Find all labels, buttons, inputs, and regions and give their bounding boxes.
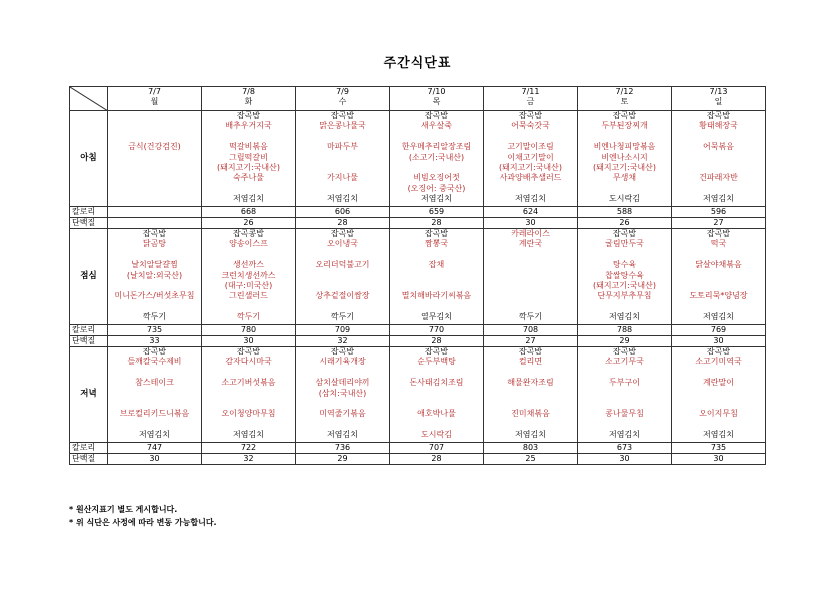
- menu-item: 금식(건강검진): [128, 142, 181, 152]
- menu-item: 오리더덕불고기: [315, 260, 370, 270]
- calorie-value: 673: [578, 443, 672, 454]
- menu-item: 저염김치: [327, 194, 358, 204]
- menu-item: (오징어: 중국산): [407, 183, 466, 193]
- menu-item: 가지나물: [327, 173, 358, 183]
- menu-item: [390, 368, 483, 378]
- menu-item: 소고기미역국: [695, 357, 742, 367]
- menu-item: [672, 368, 765, 378]
- menu-item: 새우살죽: [421, 121, 452, 131]
- calorie-value: 769: [672, 325, 766, 336]
- day-date: 7/7: [148, 87, 161, 96]
- menu-item: [202, 399, 295, 409]
- menu-item: [390, 271, 483, 281]
- calorie-label: 칼로리: [70, 207, 108, 218]
- menu-item: [202, 184, 295, 194]
- day-date: 7/8: [242, 87, 255, 96]
- menu-item: (삼치:국내산): [318, 388, 367, 398]
- menu-item: 저염김치: [421, 194, 452, 204]
- menu-item: 감자다시마국: [225, 357, 272, 367]
- menu-item: [296, 368, 389, 378]
- menu-item: 잡곡밥: [330, 347, 355, 356]
- menu-item: [296, 250, 389, 260]
- menu-item: 저염김치: [703, 194, 734, 204]
- day-header: [202, 87, 296, 111]
- menu-item: 크런치생선까스: [221, 270, 276, 280]
- menu-item: [578, 250, 671, 260]
- menu-item: 상추겉절이쌈장: [315, 291, 370, 301]
- protein-value: 28: [390, 218, 484, 229]
- menu-item: 삼치살데리야끼: [315, 378, 370, 388]
- menu-item: 진미채볶음: [511, 409, 550, 419]
- menu-item: [672, 302, 765, 312]
- protein-value: 25: [484, 454, 578, 465]
- menu-item: 애호박나물: [417, 409, 456, 419]
- menu-item: [108, 111, 201, 121]
- menu-item: [296, 132, 389, 142]
- menu-item: [108, 281, 201, 291]
- menu-item: 사과양배추샐러드: [499, 173, 562, 183]
- menu-item: 잡곡콩밥: [233, 229, 264, 238]
- menu-item: [390, 281, 483, 291]
- meal-label: 점심: [70, 229, 108, 325]
- menu-item: [672, 153, 765, 163]
- menu-item: [296, 281, 389, 291]
- menu-item: 오이지무침: [699, 409, 738, 419]
- day-name: 화: [244, 97, 253, 106]
- menu-item: [390, 420, 483, 430]
- menu-item: [484, 389, 577, 399]
- menu-item: 짬뽕국: [424, 239, 449, 249]
- menu-item: 미역줄기볶음: [319, 409, 366, 419]
- protein-value: 27: [672, 218, 766, 229]
- protein-value: 29: [578, 336, 672, 347]
- menu-item: [108, 163, 201, 173]
- menu-item: [578, 420, 671, 430]
- day-date: 7/10: [427, 87, 446, 96]
- menu-item: [108, 153, 201, 163]
- protein-row: [70, 454, 766, 465]
- day-header: [672, 87, 766, 111]
- day-name: 목: [432, 97, 441, 106]
- menu-item: [484, 271, 577, 281]
- menu-cell: [484, 111, 578, 207]
- menu-item: [108, 121, 201, 131]
- menu-item: [202, 420, 295, 430]
- day-name: 금: [526, 97, 535, 106]
- menu-item: [108, 184, 201, 194]
- calorie-value: 803: [484, 443, 578, 454]
- menu-cell: [296, 347, 390, 443]
- day-name: 수: [338, 97, 347, 106]
- menu-item: 저염김치: [609, 430, 640, 440]
- menu-item: 어묵볶음: [703, 142, 734, 152]
- day-date: 7/12: [615, 87, 634, 96]
- menu-item: 찹쌀탕수육: [605, 270, 644, 280]
- menu-item: [108, 250, 201, 260]
- protein-label: 단백질: [70, 336, 108, 347]
- menu-item: 잡곡밥: [706, 111, 731, 120]
- menu-item: (날치알:외국산): [126, 270, 183, 280]
- menu-item: 카레라이스: [511, 229, 550, 238]
- menu-item: [108, 389, 201, 399]
- menu-item: [484, 260, 577, 270]
- menu-cell: [672, 229, 766, 325]
- menu-cell: [108, 111, 202, 207]
- menu-item: 그린샐러드: [229, 291, 268, 301]
- day-header: [108, 87, 202, 111]
- calorie-value: 708: [484, 325, 578, 336]
- menu-item: 콩나물무침: [605, 409, 644, 419]
- calorie-value: 596: [672, 207, 766, 218]
- menu-item: 멸치해바라기씨볶음: [401, 291, 472, 301]
- menu-item: [484, 250, 577, 260]
- menu-item: 깍두기: [142, 312, 167, 322]
- menu-item: 양송이스프: [229, 239, 268, 249]
- menu-table: [69, 86, 766, 465]
- menu-item: (돼지고기:국내산): [498, 162, 563, 172]
- protein-row: [70, 218, 766, 229]
- menu-item: [578, 389, 671, 399]
- menu-item: 그릴떡갈비: [229, 152, 268, 162]
- menu-item: 소고기무국: [605, 357, 644, 367]
- day-date: 7/13: [709, 87, 728, 96]
- calorie-value: 788: [578, 325, 672, 336]
- protein-value: 30: [202, 336, 296, 347]
- menu-cell: [578, 229, 672, 325]
- menu-cell: [202, 111, 296, 207]
- menu-item: (돼지고기:국내산): [592, 162, 657, 172]
- menu-item: 저염김치: [703, 430, 734, 440]
- menu-item: [202, 132, 295, 142]
- menu-item: 떡국: [710, 239, 727, 249]
- menu-item: 잡곡밥: [518, 347, 543, 356]
- menu-item: 잡곡밥: [424, 347, 449, 356]
- menu-item: [672, 271, 765, 281]
- menu-item: [390, 250, 483, 260]
- protein-value: 28: [390, 454, 484, 465]
- protein-value: 28: [296, 218, 390, 229]
- protein-value: 33: [108, 336, 202, 347]
- menu-item: [672, 132, 765, 142]
- menu-item: 잡곡밥: [424, 229, 449, 238]
- calorie-value: 735: [108, 325, 202, 336]
- menu-item: 비엔나청피망볶음: [593, 142, 656, 152]
- meal-label: 저녁: [70, 347, 108, 443]
- menu-item: [202, 368, 295, 378]
- menu-item: [108, 132, 201, 142]
- menu-cell: [578, 347, 672, 443]
- menu-item: 숙주나물: [233, 173, 264, 183]
- menu-item: 비빔오징어젓: [413, 173, 460, 183]
- menu-item: 어묵숙갓국: [511, 121, 550, 131]
- protein-label: 단백질: [70, 454, 108, 465]
- day-header: [484, 87, 578, 111]
- menu-item: 잡곡밥: [142, 347, 167, 356]
- menu-item: (돼지고기:국내산): [592, 280, 657, 290]
- calorie-label: 칼로리: [70, 325, 108, 336]
- menu-item: [108, 173, 201, 183]
- menu-cell: [390, 229, 484, 325]
- page-title: 주간식단표: [383, 56, 452, 71]
- calorie-value: 588: [578, 207, 672, 218]
- menu-item: [202, 250, 295, 260]
- menu-item: [108, 368, 201, 378]
- menu-item: [484, 368, 577, 378]
- menu-item: 저염김치: [609, 312, 640, 322]
- menu-item: 오이청양마무침: [221, 409, 276, 419]
- menu-item: 저염김치: [515, 430, 546, 440]
- menu-cell: [390, 111, 484, 207]
- calorie-value: 709: [296, 325, 390, 336]
- protein-value: 30: [578, 454, 672, 465]
- menu-item: 잡곡밥: [236, 347, 261, 356]
- menu-item: 오이냉국: [327, 239, 358, 249]
- protein-value: 29: [296, 454, 390, 465]
- protein-value: 30: [672, 336, 766, 347]
- day-date: 7/9: [336, 87, 349, 96]
- meal-row: [70, 111, 766, 207]
- menu-item: [108, 194, 201, 204]
- menu-item: 잡채: [428, 260, 445, 270]
- menu-item: 잡곡밥: [236, 111, 261, 120]
- menu-item: 잡곡밥: [612, 111, 637, 120]
- day-name: 월: [150, 97, 159, 106]
- footnotes: [69, 503, 217, 529]
- calorie-row: [70, 325, 766, 336]
- menu-item: 무생채: [612, 173, 637, 183]
- day-name: 일: [714, 97, 723, 106]
- menu-item: [578, 368, 671, 378]
- menu-item: 날치알달걀찜: [131, 260, 178, 270]
- menu-item: [484, 399, 577, 409]
- menu-item: 잡곡밥: [518, 111, 543, 120]
- menu-item: 소고기버섯볶음: [221, 378, 276, 388]
- menu-item: 잡곡밥: [612, 229, 637, 238]
- menu-item: 저염김치: [327, 430, 358, 440]
- menu-item: [484, 291, 577, 301]
- menu-item: 도시락김: [609, 194, 640, 204]
- menu-item: 브로컬리키드니볶음: [119, 409, 190, 419]
- menu-item: 저염김치: [139, 430, 170, 440]
- calorie-value: 668: [202, 207, 296, 218]
- calorie-value: [108, 207, 202, 218]
- menu-item: [672, 389, 765, 399]
- menu-item: 저염김치: [703, 312, 734, 322]
- menu-item: [672, 420, 765, 430]
- menu-item: [672, 281, 765, 291]
- menu-item: [296, 153, 389, 163]
- protein-label: 단백질: [70, 218, 108, 229]
- menu-item: 고기말이조림: [507, 142, 554, 152]
- day-date: 7/11: [521, 87, 540, 96]
- menu-item: [296, 302, 389, 312]
- menu-item: (소고기:국내산): [408, 152, 465, 162]
- menu-item: 저염김치: [233, 430, 264, 440]
- menu-item: 떡갈비볶음: [229, 142, 268, 152]
- menu-cell: [296, 229, 390, 325]
- calorie-value: 624: [484, 207, 578, 218]
- menu-item: [672, 184, 765, 194]
- menu-cell: [484, 229, 578, 325]
- protein-value: 30: [108, 454, 202, 465]
- protein-value: 27: [484, 336, 578, 347]
- menu-item: [390, 163, 483, 173]
- menu-item: 깍두기: [330, 312, 355, 322]
- menu-item: [296, 163, 389, 173]
- footnote-origin: * 원산지표기 별도 게시합니다.: [69, 505, 178, 514]
- menu-item: [578, 132, 671, 142]
- menu-cell: [108, 229, 202, 325]
- menu-item: (돼지고기:국내산): [216, 162, 281, 172]
- menu-item: 잡곡밥: [706, 229, 731, 238]
- menu-item: 참스테이크: [135, 378, 174, 388]
- menu-item: [202, 302, 295, 312]
- menu-item: 잡곡밥: [330, 111, 355, 120]
- menu-item: 탕수육: [612, 260, 637, 270]
- menu-item: 시래기육개장: [319, 357, 366, 367]
- menu-item: 건파래자반: [699, 173, 738, 183]
- menu-cell: [672, 347, 766, 443]
- menu-item: 도토리묵*양념장: [689, 291, 748, 301]
- menu-item: 열무김치: [421, 312, 452, 322]
- menu-item: (대구:미국산): [224, 280, 273, 290]
- menu-item: 잡곡밥: [424, 111, 449, 120]
- menu-item: [296, 420, 389, 430]
- calorie-row: [70, 443, 766, 454]
- footnote-change: * 위 식단은 사정에 따라 변동 가능합니다.: [69, 518, 217, 527]
- menu-item: 배추우거지국: [225, 121, 272, 131]
- diagonal-divider: [70, 87, 108, 111]
- calorie-row: [70, 207, 766, 218]
- calorie-value: 736: [296, 443, 390, 454]
- menu-item: 계란국: [518, 239, 543, 249]
- menu-item: [484, 281, 577, 291]
- protein-value: 28: [390, 336, 484, 347]
- menu-item: [672, 399, 765, 409]
- menu-item: [390, 389, 483, 399]
- menu-item: 비엔나소시지: [601, 152, 648, 162]
- menu-cell: [390, 347, 484, 443]
- day-header: [390, 87, 484, 111]
- calorie-value: 780: [202, 325, 296, 336]
- menu-item: [484, 420, 577, 430]
- menu-item: 저염김치: [233, 194, 264, 204]
- menu-item: [578, 399, 671, 409]
- day-header: [578, 87, 672, 111]
- menu-item: [578, 184, 671, 194]
- menu-item: [108, 420, 201, 430]
- day-name: 토: [620, 97, 629, 106]
- menu-item: [202, 389, 295, 399]
- menu-item: 도시락김: [421, 430, 452, 440]
- menu-item: 계란말이: [703, 378, 734, 388]
- calorie-value: 747: [108, 443, 202, 454]
- protein-value: 30: [484, 218, 578, 229]
- menu-item: [108, 399, 201, 409]
- menu-item: [484, 302, 577, 312]
- menu-cell: [484, 347, 578, 443]
- menu-item: 굴림만두국: [605, 239, 644, 249]
- protein-row: [70, 336, 766, 347]
- protein-value: 32: [202, 454, 296, 465]
- meal-row: [70, 347, 766, 443]
- protein-value: 26: [578, 218, 672, 229]
- menu-item: [390, 399, 483, 409]
- menu-item: 두부구이: [609, 378, 640, 388]
- menu-item: [484, 184, 577, 194]
- menu-cell: [202, 229, 296, 325]
- menu-item: 한우메추리알장조림: [401, 142, 472, 152]
- menu-item: [390, 132, 483, 142]
- menu-item: 잡곡밥: [330, 229, 355, 238]
- menu-item: 이채고기말이: [507, 152, 554, 162]
- day-header: [296, 87, 390, 111]
- menu-item: [296, 399, 389, 409]
- menu-item: 저염김치: [515, 194, 546, 204]
- menu-item: 생선까스: [233, 260, 264, 270]
- menu-cell: [578, 111, 672, 207]
- protein-value: 30: [672, 454, 766, 465]
- menu-item: 깍두기: [518, 312, 543, 322]
- menu-cell: [202, 347, 296, 443]
- menu-item: 두부된장찌개: [601, 121, 648, 131]
- header-row: [70, 87, 766, 111]
- menu-item: [484, 132, 577, 142]
- menu-item: 미니돈가스/버섯초무침: [114, 291, 195, 301]
- menu-item: 돈사태김치조림: [409, 378, 464, 388]
- calorie-value: 735: [672, 443, 766, 454]
- calorie-value: 770: [390, 325, 484, 336]
- menu-cell: [296, 111, 390, 207]
- menu-item: [672, 163, 765, 173]
- menu-cell: [108, 347, 202, 443]
- menu-item: 잡곡밥: [706, 347, 731, 356]
- protein-value: [108, 218, 202, 229]
- menu-item: [672, 250, 765, 260]
- menu-item: 잡곡밥: [612, 347, 637, 356]
- corner-cell: [70, 87, 108, 111]
- menu-item: 깍두기: [236, 312, 261, 322]
- protein-value: 26: [202, 218, 296, 229]
- menu-item: [390, 302, 483, 312]
- menu-item: 컬리면: [518, 357, 543, 367]
- menu-item: 들깨칼국수제비: [127, 357, 182, 367]
- menu-cell: [672, 111, 766, 207]
- calorie-value: 707: [390, 443, 484, 454]
- menu-item: 마파두부: [327, 142, 358, 152]
- menu-item: 잡곡밥: [142, 229, 167, 238]
- protein-value: 32: [296, 336, 390, 347]
- calorie-value: 722: [202, 443, 296, 454]
- meal-row: [70, 229, 766, 325]
- menu-item: [296, 271, 389, 281]
- menu-item: [578, 302, 671, 312]
- calorie-value: 606: [296, 207, 390, 218]
- menu-item: 황태해장국: [699, 121, 738, 131]
- menu-item: 닭살야채볶음: [695, 260, 742, 270]
- meal-label: 아침: [70, 111, 108, 207]
- menu-item: 맑은콩나물국: [319, 121, 366, 131]
- calorie-value: 659: [390, 207, 484, 218]
- menu-item: 닭곰탕: [142, 239, 167, 249]
- menu-item: 단무지부추무침: [597, 291, 652, 301]
- menu-item: 순두부백탕: [417, 357, 456, 367]
- menu-item: 해물완자조림: [507, 378, 554, 388]
- menu-item: [108, 302, 201, 312]
- calorie-label: 칼로리: [70, 443, 108, 454]
- menu-item: [296, 184, 389, 194]
